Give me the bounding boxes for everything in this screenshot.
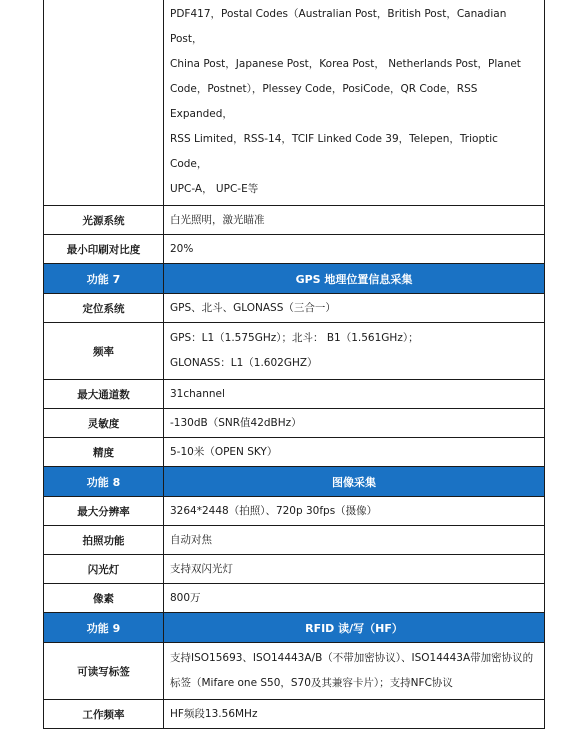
row-label: 可读写标签	[44, 643, 164, 700]
row-label: 闪光灯	[44, 555, 164, 584]
section-header-7	[44, 264, 545, 294]
row-value: GPS、北斗、GLONASS（三合一）	[164, 294, 545, 323]
row-label: 定位系统	[44, 294, 164, 323]
row-label: 频率	[44, 323, 164, 380]
row-value: 支持双闪光灯	[164, 555, 545, 584]
flash-row	[44, 555, 545, 584]
row-label: 像素	[44, 584, 164, 613]
photo-row	[44, 526, 545, 555]
row-label: 最大分辨率	[44, 497, 164, 526]
barcode-line: UPC-A， UPC-E等	[170, 183, 259, 195]
sensitivity-row	[44, 409, 545, 438]
channels-row	[44, 380, 545, 409]
row-value: -130dB（SNR值42dBHz）	[164, 409, 545, 438]
barcode-line: Code，Postnet），Plessey Code，PosiCode，QR Code，RSS Expanded，	[170, 83, 478, 120]
rfid-tags-line: 支持ISO15693、ISO14443A/B（不带加密协议）、ISO14443A带加密协议的	[170, 652, 534, 664]
section-title: GPS 地理位置信息采集	[164, 264, 545, 294]
frequency-line: GLONASS：L1（1.602GHZ）	[170, 357, 318, 369]
row-label: 最小印刷对比度	[44, 235, 164, 264]
row-label: 灵敏度	[44, 409, 164, 438]
row-value: 自动对焦	[164, 526, 545, 555]
rfid-frequency-row	[44, 700, 545, 729]
barcode-label-cell	[44, 0, 164, 206]
pixels-row	[44, 584, 545, 613]
barcode-line: PDF417，Postal Codes（Australian Post，British Post，Canadian Post，	[170, 8, 507, 45]
section-title: 图像采集	[164, 467, 545, 497]
frequency-line: GPS：L1（1.575GHz）；北斗： B1（1.561GHz）；	[170, 332, 419, 344]
row-value: 31channel	[164, 380, 545, 409]
rfid-tags-line: 标签（Mifare one S50，S70及其兼容卡片）；支持NFC协议	[170, 677, 453, 689]
barcode-line: RSS Limited，RSS-14，TCIF Linked Code 39，Telepen，Trioptic Code，	[170, 133, 498, 170]
row-label: 光源系统	[44, 206, 164, 235]
row-label: 最大通道数	[44, 380, 164, 409]
barcode-line: China Post，Japanese Post，Korea Post， Netherlands Post，Planet	[170, 58, 521, 70]
section-label: 功能 8	[44, 467, 164, 497]
frequency-row	[44, 323, 545, 380]
barcode-row	[44, 0, 545, 206]
min-contrast-row	[44, 235, 545, 264]
section-title: RFID 读/写（HF）	[164, 613, 545, 643]
section-label: 功能 7	[44, 264, 164, 294]
rfid-tags-row	[44, 643, 545, 700]
positioning-row	[44, 294, 545, 323]
light-source-row	[44, 206, 545, 235]
row-label: 工作频率	[44, 700, 164, 729]
row-label: 精度	[44, 438, 164, 467]
row-value	[164, 323, 545, 380]
resolution-row	[44, 497, 545, 526]
accuracy-row	[44, 438, 545, 467]
section-label: 功能 9	[44, 613, 164, 643]
row-value	[164, 643, 545, 700]
row-value: 800万	[164, 584, 545, 613]
row-value: 白光照明，激光瞄准	[164, 206, 545, 235]
row-value: 20%	[164, 235, 545, 264]
row-label: 拍照功能	[44, 526, 164, 555]
section-header-9	[44, 613, 545, 643]
row-value: HF频段13.56MHz	[164, 700, 545, 729]
spec-table	[43, 0, 545, 729]
row-value: 5-10米（OPEN SKY）	[164, 438, 545, 467]
row-value: 3264*2448（拍照）、720p 30fps（摄像）	[164, 497, 545, 526]
section-header-8	[44, 467, 545, 497]
barcode-types-cell	[164, 0, 545, 206]
